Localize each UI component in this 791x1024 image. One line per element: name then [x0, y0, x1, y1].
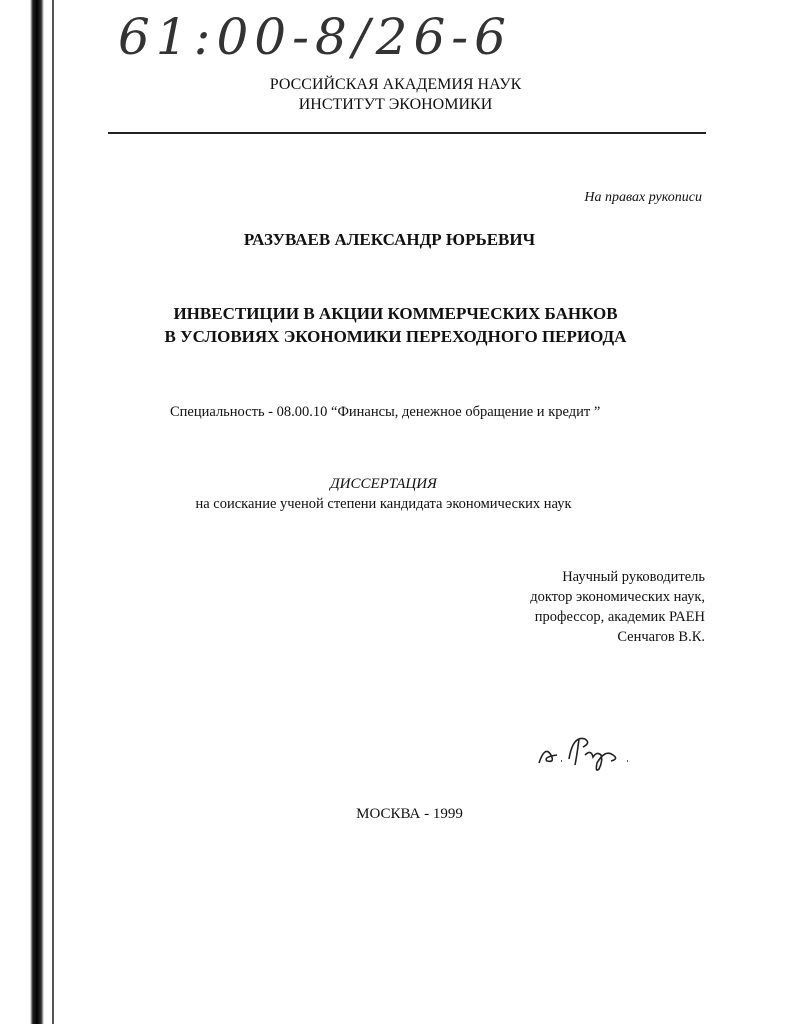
supervisor-name: Сенчагов В.К.	[617, 629, 705, 645]
supervisor-label: Научный руководитель	[562, 569, 705, 585]
supervisor-degree: доктор экономических наук,	[530, 589, 705, 605]
work-type: ДИССЕРТАЦИЯ	[330, 476, 437, 492]
archive-number-handwritten: 61:00-8/26-6	[118, 8, 512, 66]
degree: на соискание ученой степени кандидата экономических наук	[195, 496, 572, 512]
academy-name: РОССИЙСКАЯ АКАДЕМИЯ НАУК	[269, 76, 522, 93]
author-name: РАЗУВАЕВ АЛЕКСАНДР ЮРЬЕВИЧ	[243, 230, 536, 249]
header-divider	[108, 132, 706, 134]
city-year: МОСКВА - 1999	[356, 806, 463, 822]
institute-name: ИНСТИТУТ ЭКОНОМИКИ	[298, 96, 493, 113]
title-line-1: ИНВЕСТИЦИИ В АКЦИИ КОММЕРЧЕСКИХ БАНКОВ	[173, 304, 618, 323]
supervisor-title: профессор, академик РАЕН	[534, 609, 705, 625]
specialty: Специальность - 08.00.10 “Финансы, денежное обращение и кредит ”	[170, 404, 601, 420]
title-line-2: В УСЛОВИЯХ ЭКОНОМИКИ ПЕРЕХОДНОГО ПЕРИОДА	[164, 327, 627, 346]
author-signature	[535, 725, 645, 775]
manuscript-note: На правах рукописи	[584, 190, 702, 205]
